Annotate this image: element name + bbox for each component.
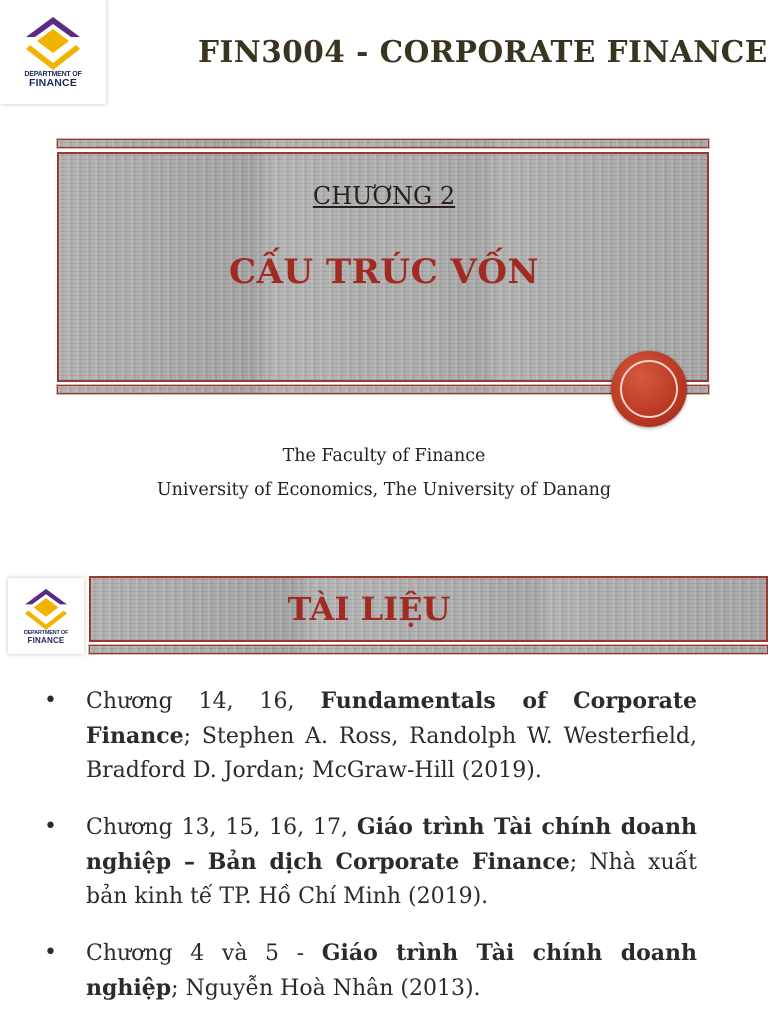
department-logo-small — [8, 578, 84, 654]
faculty-name: The Faculty of Finance — [282, 446, 486, 466]
department-logo — [0, 0, 106, 104]
chapter-title: CẤU TRÚC VỐN — [228, 252, 540, 292]
finance-logo-icon — [22, 15, 84, 71]
university-name: University of Economics, The University of Danang — [156, 480, 612, 500]
list-item — [44, 810, 697, 914]
ref-details: ; Stephen A. Ross, Randolph W. Westerfield, Bradford D. Jordan; McGraw-Hill (2019). — [86, 724, 697, 783]
decor-circle-icon — [611, 351, 687, 427]
ref-prefix: Chương 13, 15, 16, 17, — [86, 815, 357, 840]
list-item — [44, 684, 697, 788]
logo-wordmark — [24, 71, 81, 89]
course-title: FIN3004 - CORPORATE FINANCE — [198, 34, 768, 69]
logo-line1: DEPARTMENT OF — [23, 630, 69, 637]
decor-circle-ring — [620, 360, 678, 418]
chapter-label: CHƯƠNG 2 — [312, 182, 456, 210]
ref-details: ; Nguyễn Hoà Nhân (2013). — [171, 976, 481, 1001]
reference-list — [44, 684, 697, 1024]
section-title: TÀI LIỆU — [287, 590, 451, 628]
logo-line2: FINANCE — [27, 635, 65, 645]
ref-book-title: Fundamentals of Corporate Finance — [86, 688, 697, 749]
list-item — [44, 936, 697, 1006]
ref-prefix: Chương 14, 16, — [86, 689, 321, 714]
ref-details: ; Nhà xuất bản kinh tế TP. Hồ Chí Minh (2019). — [86, 850, 697, 909]
logo-line1: DEPARTMENT OF — [24, 71, 82, 79]
finance-logo-icon — [22, 587, 70, 631]
section-decor-bar — [89, 645, 768, 654]
logo-wordmark — [24, 631, 68, 645]
ref-prefix: Chương 4 và 5 - — [86, 941, 322, 966]
ref-book-title: Giáo trình Tài chính doanh nghiệp — [86, 940, 698, 1001]
logo-line2: FINANCE — [28, 77, 78, 90]
ref-book-title: Giáo trình Tài chính doanh nghiệp – Bản dịch Corporate Finance — [86, 814, 697, 875]
top-decor-bar — [57, 139, 709, 148]
